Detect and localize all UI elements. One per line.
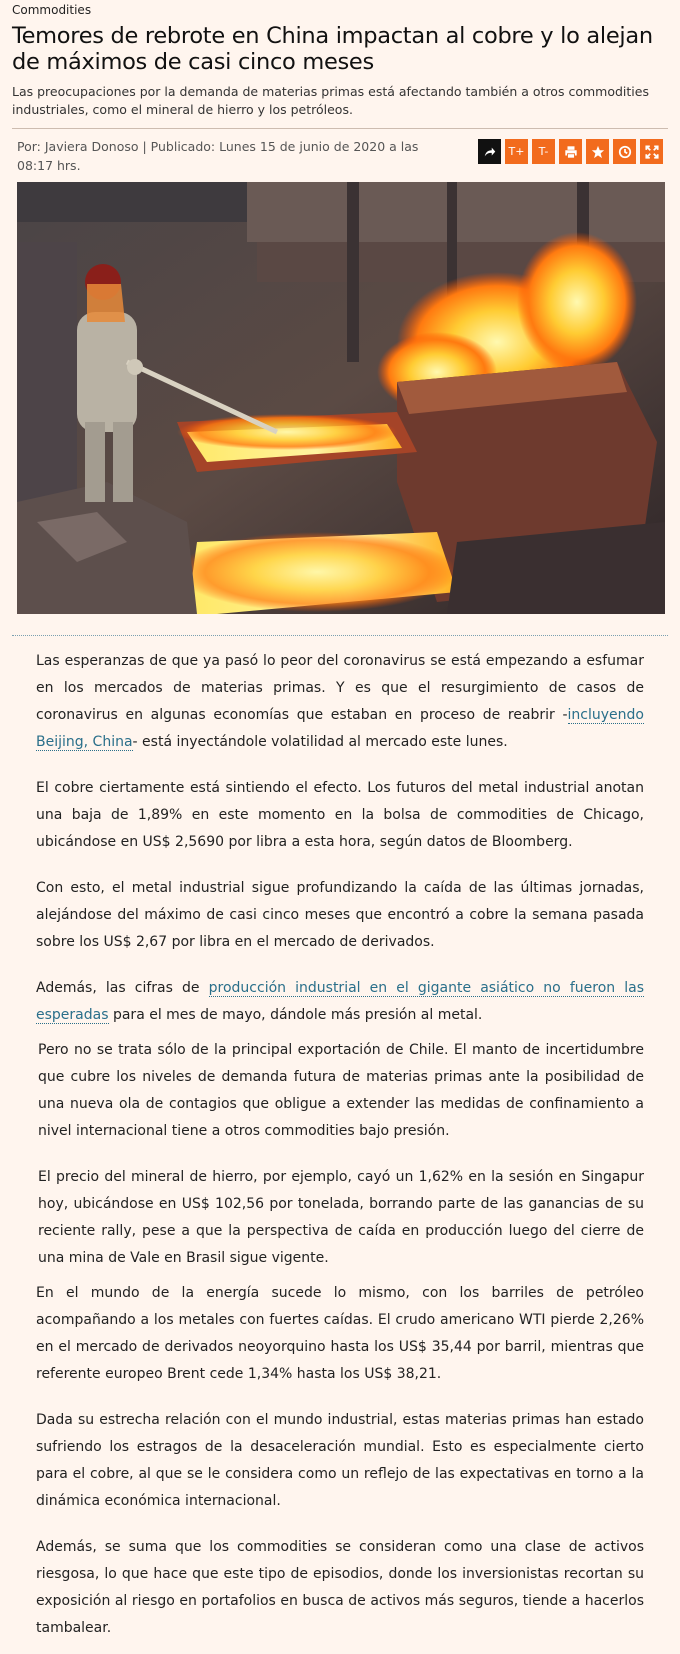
byline: Por: Javiera Donoso | Publicado: Lunes 15 de junio de 2020 a las 08:17 hrs. bbox=[17, 139, 419, 173]
share-button[interactable] bbox=[478, 139, 501, 164]
paragraph-7: En el mundo de la energía sucede lo mismo, con los barriles de petróleo acompañando a los metales con fuertes caídas. El crudo americano WTI pierde 2,26% en el mercado de derivados neoyorquino hasta los US$ 35,44 por barril, mientras que referente europeo Brent cede 1,34% hasta los US$ 38,21. bbox=[36, 1285, 644, 1382]
paragraph-3: Con esto, el metal industrial sigue profundizando la caída de las últimas jornadas, alejándose del máximo de casi cinco meses que encontró a cobre la semana pasada sobre los US$ 2,67 por libra en el mercado de derivados. bbox=[36, 880, 644, 950]
paragraph-4 bbox=[36, 975, 644, 1029]
paragraph-2: El cobre ciertamente está sintiendo el efecto. Los futuros del metal industrial anotan una baja de 1,89% en este momento en la bolsa de commodities de Chicago, ubicándose en US$ 2,5690 por libra a esta hora, según datos de Bloomberg. bbox=[36, 780, 644, 850]
favorite-button[interactable] bbox=[586, 139, 609, 164]
font-increase-button[interactable]: T+ bbox=[505, 139, 528, 164]
share-arrow-icon bbox=[483, 145, 497, 159]
section-label[interactable]: Commodities bbox=[12, 3, 92, 17]
photo-foundry-worker bbox=[17, 182, 665, 614]
article-toolbar bbox=[478, 137, 663, 164]
link-beijing-china[interactable]: incluyendo Beijing, China bbox=[36, 707, 644, 750]
article-subhead: Las preocupaciones por la demanda de materias primas está afectando también a otros commodities industriales, como el mineral de hierro y los petróleos. bbox=[12, 84, 649, 117]
printer-icon bbox=[564, 145, 578, 159]
paragraph-5: Pero no se trata sólo de la principal exportación de Chile. El manto de incertidumbre que cubre los niveles de demanda futura de materias primas ante la posibilidad de una nueva ola de contagios que obligue a extender las medidas de confinamiento a nivel internacional tiene a otros commodities bajo presión. bbox=[38, 1042, 644, 1139]
article-headline: Temores de rebrote en China impactan al cobre y lo alejan de máximos de casi cinco meses bbox=[12, 23, 653, 75]
paragraph-1-text-a: Las esperanzas de que ya pasó lo peor del coronavirus se está empezando a esfumar en los mercados de materias primas. Y es que el resurgimiento de casos de coronavirus en algunas economías que estaban en proceso de reabrir - bbox=[36, 653, 644, 723]
paragraph-8: Dada su estrecha relación con el mundo industrial, estas materias primas han estado sufriendo los estragos de la desaceleración mundial. Esto es especialmente cierto para el cobre, al que se le considera como un reflejo de las expectativas en torno a la dinámica económica internacional. bbox=[36, 1412, 644, 1509]
hero-image bbox=[17, 182, 665, 614]
paragraph-4-text-b: para el mes de mayo, dándole más presión al metal. bbox=[108, 1007, 483, 1023]
meta-row bbox=[12, 129, 668, 179]
paragraph-4-text-a: Además, las cifras de bbox=[36, 980, 209, 996]
fullscreen-button[interactable] bbox=[640, 139, 663, 164]
paragraph-1-text-b: - está inyectándole volatilidad al mercado este lunes. bbox=[132, 734, 508, 750]
paragraph-6: El precio del mineral de hierro, por ejemplo, cayó un 1,62% en la sesión en Singapur hoy, ubicándose en US$ 102,56 por tonelada, borrando parte de las ganancias de su reciente rally, pese a que la perspectiva de caída en producción luego del cierre de una mina de Vale en Brasil sigue vigente. bbox=[38, 1169, 644, 1266]
link-produccion-industrial[interactable]: producción industrial en el gigante asiático no fueron las esperadas bbox=[36, 980, 644, 1023]
expand-icon bbox=[645, 145, 659, 159]
print-button[interactable] bbox=[559, 139, 582, 164]
font-decrease-button[interactable]: T- bbox=[532, 139, 555, 164]
paragraph-9: Además, se suma que los commodities se consideran como una clase de activos riesgosa, lo que hace que este tipo de episodios, donde los inversionistas recortan su exposición al riesgo en portafolios en busca de activos más seguros, tiende a hacerlos tambalear. bbox=[36, 1539, 644, 1636]
clock-button[interactable] bbox=[613, 139, 636, 164]
clock-icon bbox=[618, 145, 632, 159]
star-icon bbox=[591, 145, 605, 159]
paragraph-1 bbox=[36, 648, 644, 756]
article-body bbox=[12, 636, 668, 1642]
